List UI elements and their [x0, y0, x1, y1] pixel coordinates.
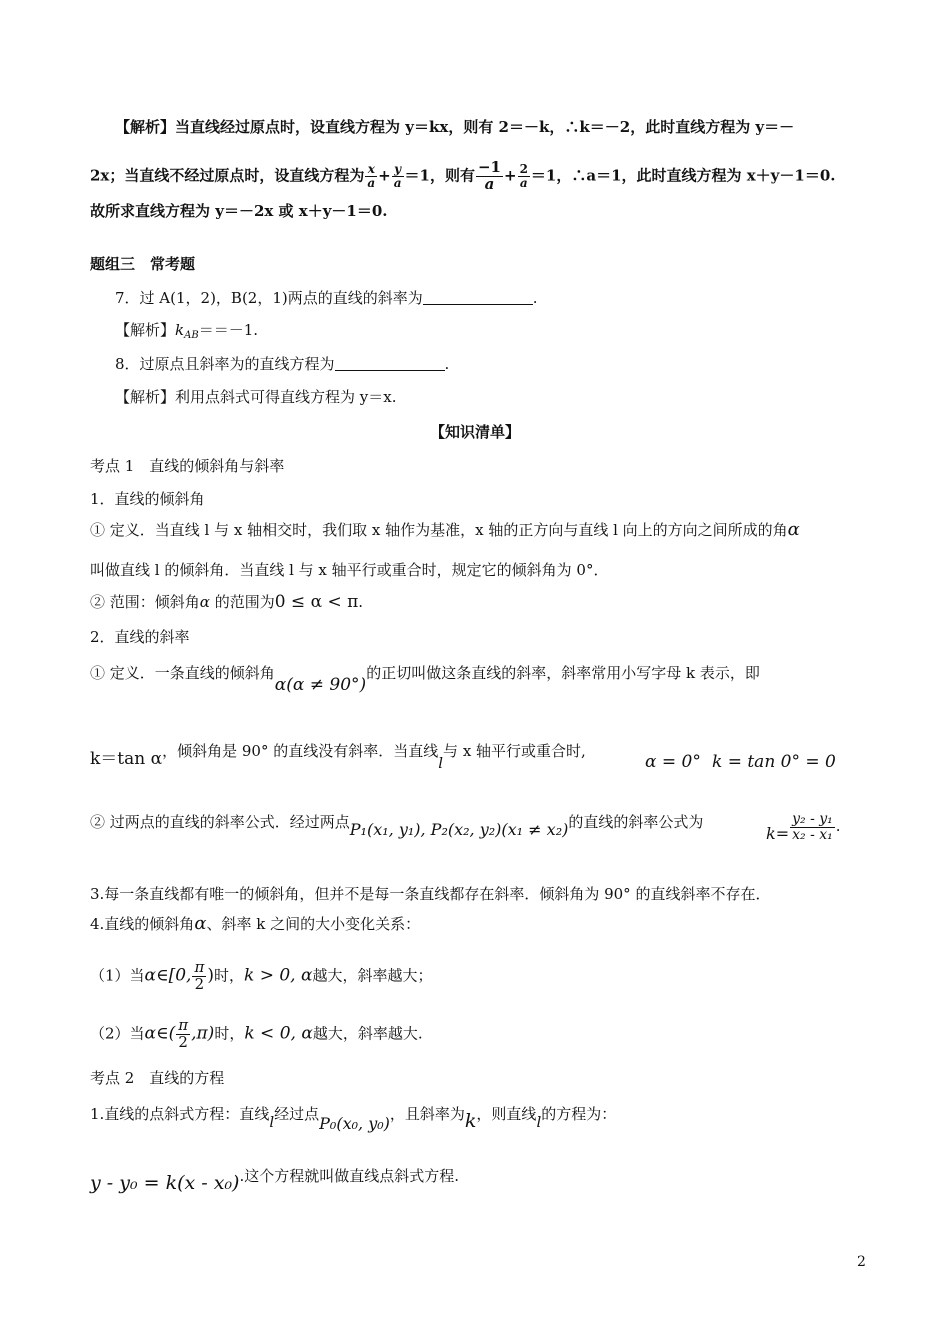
- point-4: 4.直线的倾斜角α、斜率 k 之间的大小变化关系：: [90, 913, 421, 934]
- analysis-tag: 【解析】: [115, 118, 176, 136]
- point-3: 3.每一条直线都有唯一的倾斜角，但并不是每一条直线都存在斜率．倾斜角为 90° 的直线斜率不存在．: [90, 885, 771, 903]
- definition-inclination-cont: 叫做直线 l 的倾斜角．当直线 l 与 x 轴平行或重合时，规定它的倾斜角为 0°．: [90, 561, 609, 579]
- page-number: 2: [857, 1254, 866, 1270]
- point-slope-intro: 1.直线的点斜式方程：直线l经过点P₀(x₀, y₀)，且斜率为k，则直线l的方程为：: [90, 1105, 617, 1133]
- question-7: 7．过 A(1，2)，B(2，1)两点的直线的斜率为 .: [115, 289, 538, 307]
- fraction-2-over-a: $\frac{2}{a}$: [519, 162, 528, 190]
- answer-blank-7: [423, 290, 533, 305]
- definition-slope: ① 定义．一条直线的倾斜角α(α ≠ 90°)的正切叫做这条直线的斜率，斜率常用小写字母 k 表示，即: [90, 664, 760, 695]
- analysis-line-3: 故所求直线方程为 y＝－2x 或 x＋y－1＝0.: [90, 202, 388, 220]
- answer-8: 【解析】利用点斜式可得直线方程为 y＝x.: [115, 388, 397, 406]
- section-title-group3: 题组三 常考题: [90, 255, 196, 273]
- definition-inclination: ① 定义．当直线 l 与 x 轴相交时，我们取 x 轴作为基准，x 轴的正方向与直线 l 向上的方向之间所成的角α: [90, 519, 800, 540]
- fraction-y-over-a: $\frac{y}{a}$: [393, 162, 402, 190]
- answer-blank-8: [335, 356, 445, 371]
- kaodian-2-title: 考点 2 直线的方程: [90, 1069, 225, 1087]
- kaodian-1-title: 考点 1 直线的倾斜角与斜率: [90, 457, 285, 475]
- fraction-x-over-a: $\frac{x}{a}$: [367, 162, 376, 190]
- range-inclination: ② 范围：倾斜角α 的范围为0 ≤ α < π.: [90, 592, 364, 612]
- analysis-line-1: 【解析】当直线经过原点时，设直线方程为 y＝kx，则有 2＝－k，∴k＝－2，此时直线方程为 y＝－: [115, 118, 795, 136]
- knowledge-title: 【知识清单】: [429, 423, 520, 441]
- question-8: 8．过原点且斜率为的直线方程为 .: [115, 355, 450, 373]
- subsection-2-title: 2．直线的斜率: [90, 628, 190, 646]
- two-point-slope-formula: ② 过两点的直线的斜率公式．经过两点P₁(x₁, y₁), P₂(x₂, y₂)(x₁ ≠ x₂)的直线的斜率公式为: [90, 813, 704, 839]
- point-slope-equation: y - y₀ = k(x - x₀).这个方程就叫做直线点斜式方程.: [90, 1167, 460, 1194]
- case-1: （1）当α∈[0, $\frac{\pi}{2}$ )时，k > 0, α越大，斜率越大；: [90, 958, 433, 993]
- alpha-zero: α = 0°: [645, 752, 701, 772]
- analysis-line-2: 2x；当直线不经过原点时，设直线方程为 $\frac{x}{a}$ + $\frac{y}{a}$ ＝1，则有 $\frac{-1}{a}$ + $\frac{2}{a}$ ＝1，∴a＝1，此时直线方程为 x＋y－1＝0.: [90, 158, 836, 193]
- case-2: （2）当α∈( $\frac{\pi}{2}$ ,π)时，k < 0, α越大，斜率越大.: [90, 1016, 423, 1051]
- k-tan-zero: k = tan 0° = 0: [712, 752, 836, 772]
- slope-tan-line: k＝tan α，倾斜角是 90° 的直线没有斜率．当直线l与 x 轴平行或重合时,: [90, 742, 586, 772]
- answer-7: 【解析】$k_{AB}==-1$.: [115, 321, 258, 341]
- fraction-minus1-over-a: $\frac{-1}{a}$: [477, 158, 501, 193]
- subsection-1-title: 1．直线的倾斜角: [90, 490, 205, 508]
- slope-formula-fraction: k= $\frac{\text{y₂ - y₁}}{\text{x₂ - x₁}}$ .: [766, 811, 841, 844]
